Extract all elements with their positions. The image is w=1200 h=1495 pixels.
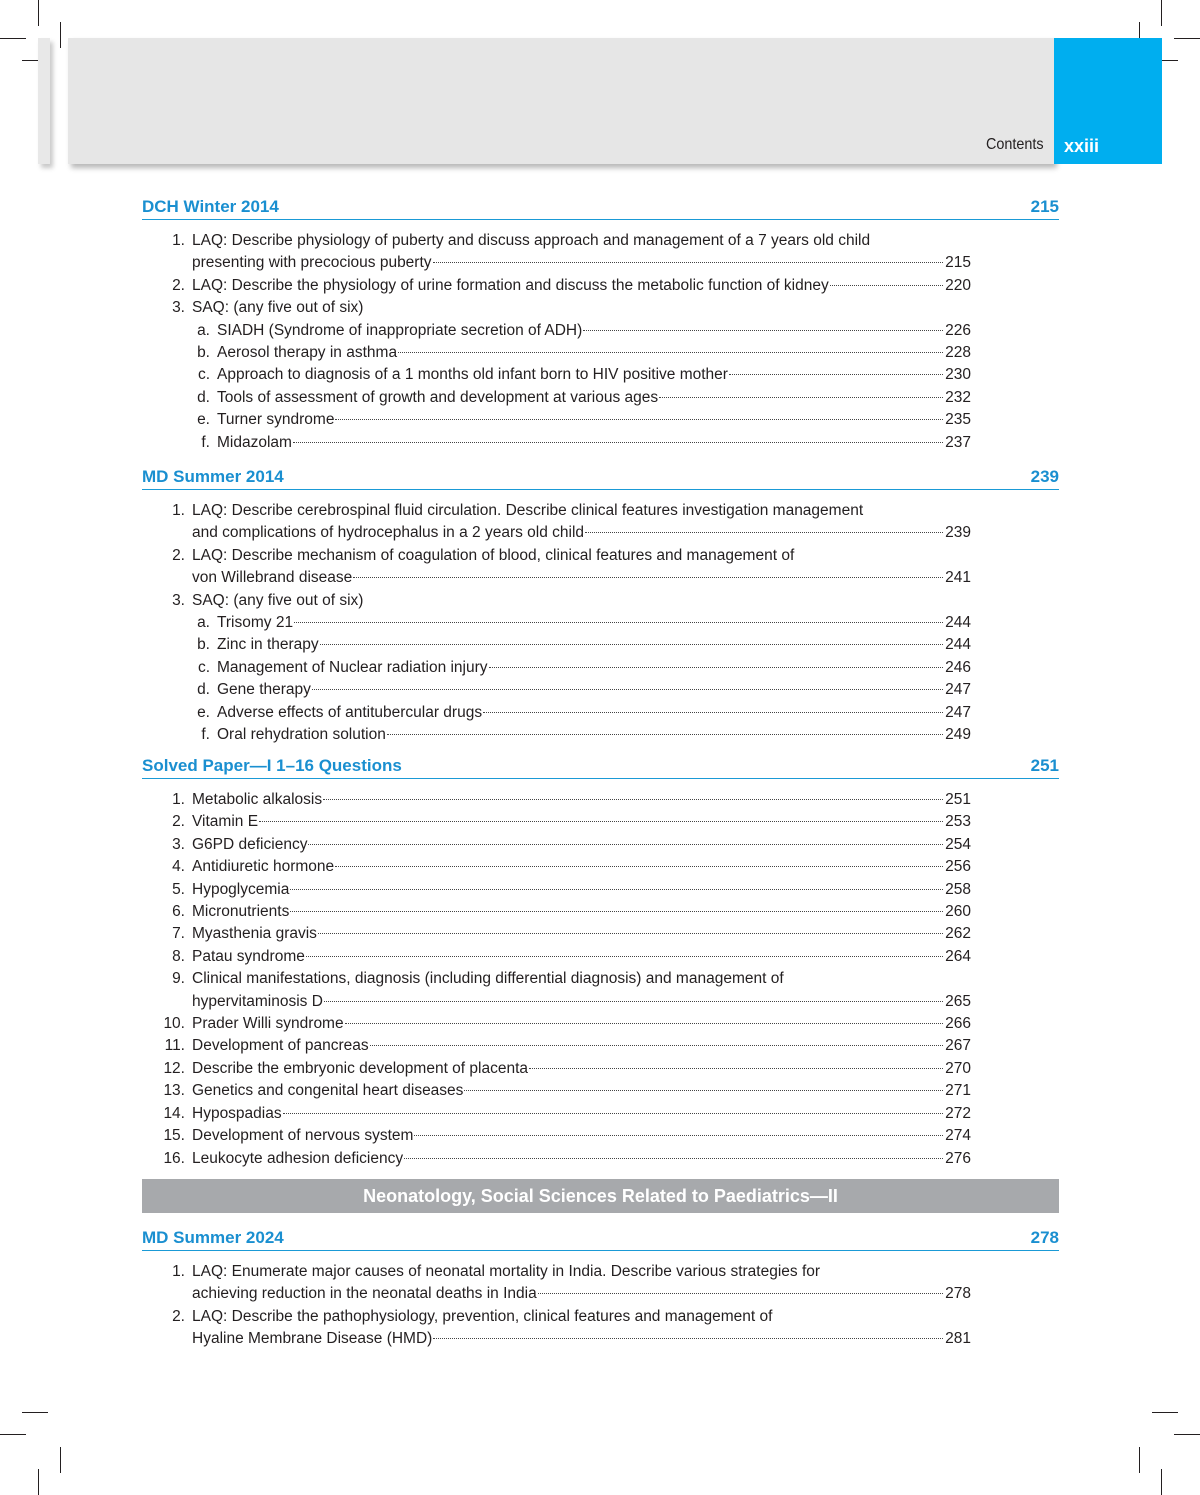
entry-text-line: Genetics and congenital heart diseases [192, 1082, 464, 1100]
entry-number: 14. [163, 1104, 185, 1122]
entry-number: 1. [172, 1263, 185, 1280]
leader-dots [414, 1135, 943, 1136]
entry-text-line: LAQ: Describe physiology of puberty and discuss approach and management of a 7 years old child [192, 232, 871, 249]
entry-text-line: hypervitaminosis D [192, 992, 323, 1010]
crop-mark [1174, 38, 1200, 39]
entry-text-line: achieving reduction in the neonatal deaths in India [192, 1285, 537, 1303]
entry-number: 2. [172, 813, 185, 831]
entry-page-number: 244 [945, 636, 971, 654]
entry-page-number: 272 [945, 1104, 971, 1122]
crop-mark [1161, 0, 1162, 26]
toc-entry[interactable] [142, 1306, 971, 1351]
entry-number: e. [197, 703, 210, 721]
crop-mark [60, 1447, 61, 1473]
leader-dots [387, 734, 943, 735]
entry-number: 11. [164, 1037, 185, 1055]
entry-number: 1. [172, 502, 185, 519]
leader-dots [308, 844, 943, 845]
entry-number: 4. [172, 858, 185, 876]
toc-entry[interactable] [142, 1125, 971, 1147]
leader-dots [259, 821, 943, 822]
entry-page-number: 267 [945, 1037, 971, 1055]
toc-entry[interactable] [142, 500, 971, 545]
toc-entry[interactable] [142, 590, 971, 612]
page-folio: xxiii [1064, 136, 1100, 156]
toc-entry[interactable] [142, 724, 971, 746]
contents-section [142, 754, 1059, 1170]
section-heading[interactable] [142, 754, 1059, 779]
entry-text-line: SAQ: (any five out of six) [192, 591, 364, 609]
header-left-strip [38, 38, 50, 164]
entry-page-number: 276 [945, 1149, 971, 1167]
section-heading[interactable] [142, 465, 1059, 490]
entry-page-number: 262 [945, 925, 971, 943]
leader-dots [489, 667, 943, 668]
leader-dots [529, 1068, 943, 1069]
entry-number: 2. [172, 1307, 185, 1325]
toc-entry[interactable] [142, 364, 971, 386]
entry-page-number: 215 [945, 254, 971, 272]
toc-entry[interactable] [142, 789, 971, 811]
toc-entry[interactable] [142, 432, 971, 454]
toc-entry[interactable] [142, 657, 971, 679]
entry-page-number: 265 [945, 992, 971, 1010]
entry-number: 8. [172, 947, 185, 965]
toc-entry[interactable] [142, 297, 971, 319]
section-title: Solved Paper—I 1–16 Questions [142, 756, 402, 775]
toc-entry[interactable] [142, 923, 971, 945]
toc-entry[interactable] [142, 1261, 971, 1306]
entry-text-line: Turner syndrome [217, 411, 335, 429]
entry-number: c. [197, 658, 210, 676]
entry-text-line: Tools of assessment of growth and development at various ages [217, 388, 659, 406]
contents-section [142, 465, 1059, 746]
entry-page-number: 246 [945, 658, 971, 676]
leader-dots [318, 933, 943, 934]
entry-page-number: 270 [945, 1059, 971, 1077]
entry-number: 15. [163, 1127, 185, 1145]
leader-dots [433, 262, 943, 263]
crop-mark [0, 38, 26, 39]
entry-text-line: Leukocyte adhesion deficiency [192, 1149, 404, 1167]
leader-dots [345, 1023, 943, 1024]
entry-page-number: 247 [945, 703, 971, 721]
leader-dots [729, 374, 943, 375]
toc-entry[interactable] [142, 811, 971, 833]
leader-dots [398, 352, 943, 353]
entry-page-number: 220 [945, 276, 971, 294]
entry-page-number: 256 [945, 858, 971, 876]
entry-page-number: 230 [945, 366, 971, 384]
entry-number: f. [201, 433, 210, 451]
toc-entry[interactable] [142, 1035, 971, 1057]
leader-dots [353, 577, 943, 578]
entry-text-line: Hypospadias [192, 1104, 282, 1122]
toc-entry[interactable] [142, 1013, 971, 1035]
leader-dots [483, 712, 943, 713]
entry-text-line: Gene therapy [217, 681, 311, 699]
toc-entry[interactable] [142, 612, 971, 634]
entry-number: c. [197, 366, 210, 384]
entry-page-number: 278 [945, 1285, 971, 1303]
entry-page-number: 264 [945, 947, 971, 965]
entry-text-line: Metabolic alkalosis [192, 791, 323, 808]
leader-dots [335, 866, 943, 867]
crop-mark [60, 22, 61, 48]
entry-number: 7. [172, 925, 185, 943]
toc-entry[interactable] [142, 409, 971, 431]
entry-text-line: Prader Willi syndrome [192, 1015, 344, 1033]
crop-mark [38, 1469, 39, 1495]
crop-mark [1174, 1434, 1200, 1435]
toc-entry[interactable] [142, 230, 971, 275]
entry-number: d. [197, 681, 210, 699]
section-page-number: 239 [1030, 467, 1059, 486]
entry-text-line: Vitamin E [192, 813, 259, 831]
entry-page-number: 260 [945, 903, 971, 921]
entry-page-number: 239 [945, 524, 971, 542]
entry-number: 2. [172, 546, 185, 564]
entry-text-line: and complications of hydrocephalus in a 2 years old child [192, 524, 585, 542]
crop-mark [22, 1412, 48, 1413]
entry-text-line: LAQ: Describe mechanism of coagulation of blood, clinical features and management of [192, 546, 795, 564]
leader-dots [404, 1158, 943, 1159]
entry-number: a. [197, 321, 210, 339]
entry-page-number: 258 [945, 880, 971, 898]
leader-dots [335, 419, 943, 420]
toc-entry[interactable] [142, 679, 971, 701]
entry-text-line: Hypoglycemia [192, 880, 290, 898]
entry-page-number: 251 [945, 791, 971, 808]
leader-dots [283, 1113, 943, 1114]
entry-text-line: LAQ: Describe cerebrospinal fluid circulation. Describe clinical features investigation management [192, 502, 864, 519]
entry-text-line: Patau syndrome [192, 947, 305, 965]
leader-dots [323, 799, 943, 800]
entry-number: 16. [163, 1149, 185, 1167]
entry-number: 3. [172, 835, 185, 853]
section-title: MD Summer 2014 [142, 467, 284, 486]
leader-dots [370, 1045, 943, 1046]
entry-text-line: LAQ: Describe the physiology of urine formation and discuss the metabolic function of kidney [192, 276, 829, 294]
toc-entry[interactable] [142, 320, 971, 342]
entry-text-line: Midazolam [217, 433, 292, 451]
entry-text-line: LAQ: Describe the pathophysiology, prevention, clinical features and management of [192, 1307, 773, 1325]
entry-number: b. [197, 636, 210, 654]
running-head: Contents [986, 136, 1044, 153]
entry-text-line: SIADH (Syndrome of inappropriate secretion of ADH) [217, 321, 583, 339]
toc-entry[interactable] [142, 946, 971, 968]
leader-dots [324, 1001, 943, 1002]
entry-text-line: Micronutrients [192, 903, 290, 921]
entry-text-line: von Willebrand disease [192, 569, 353, 587]
leader-dots [290, 889, 943, 890]
entry-text-line: Clinical manifestations, diagnosis (including differential diagnosis) and management of [192, 970, 784, 988]
entry-text-line: Myasthenia gravis [192, 925, 317, 943]
entry-page-number: 244 [945, 614, 971, 632]
entry-number: 5. [172, 880, 185, 898]
toc-entry[interactable] [142, 702, 971, 724]
entry-text-line: Antidiuretic hormone [192, 858, 335, 876]
toc-entry[interactable] [142, 1103, 971, 1125]
entry-text-line: Approach to diagnosis of a 1 months old infant born to HIV positive mother [217, 366, 728, 384]
entry-number: 12. [163, 1059, 185, 1077]
leader-dots [320, 644, 943, 645]
leader-dots [583, 330, 943, 331]
entry-number: 1. [172, 791, 185, 808]
header-band [68, 38, 1054, 164]
toc-entry[interactable] [142, 1080, 971, 1102]
entry-text-line: LAQ: Enumerate major causes of neonatal mortality in India. Describe various strategies for [192, 1263, 821, 1280]
section-title: MD Summer 2024 [142, 1228, 284, 1247]
entry-number: f. [201, 726, 210, 744]
section-page-number: 215 [1030, 197, 1059, 216]
entry-text-line: Development of nervous system [192, 1127, 414, 1145]
entry-text-line: Development of pancreas [192, 1037, 369, 1055]
toc-entry[interactable] [142, 968, 971, 1013]
toc-entry[interactable] [142, 342, 971, 364]
leader-dots [293, 442, 943, 443]
entry-text-line: Management of Nuclear radiation injury [217, 658, 488, 676]
leader-dots [312, 689, 943, 690]
entry-number: 2. [172, 276, 185, 294]
entry-page-number: 232 [945, 388, 971, 406]
section-page-number: 278 [1030, 1228, 1059, 1247]
entry-text-line: Adverse effects of antitubercular drugs [217, 703, 483, 721]
section-title: DCH Winter 2014 [142, 197, 279, 216]
entry-page-number: 235 [945, 411, 971, 429]
leader-dots [433, 1338, 943, 1339]
entry-page-number: 274 [945, 1127, 971, 1145]
toc-entry[interactable] [142, 856, 971, 878]
toc-entry[interactable] [142, 634, 971, 656]
entry-text-line: Hyaline Membrane Disease (HMD) [192, 1330, 433, 1348]
toc-entry[interactable] [142, 275, 971, 297]
leader-dots [659, 397, 943, 398]
entry-page-number: 254 [945, 835, 971, 853]
entry-number: 10. [163, 1015, 185, 1033]
leader-dots [290, 911, 943, 912]
toc-entry[interactable] [142, 901, 971, 923]
section-heading[interactable] [142, 195, 1059, 220]
entry-text-line: Aerosol therapy in asthma [217, 344, 398, 362]
section-page-number: 251 [1030, 756, 1059, 775]
crop-mark [0, 1434, 26, 1435]
entry-page-number: 281 [945, 1330, 971, 1348]
entry-text-line: SAQ: (any five out of six) [192, 299, 364, 317]
entry-number: b. [197, 344, 210, 362]
entry-number: 9. [172, 970, 185, 988]
leader-dots [830, 285, 943, 286]
leader-dots [585, 532, 943, 533]
crop-mark [1161, 1469, 1162, 1495]
contents-section [142, 1226, 1059, 1351]
entry-page-number: 228 [945, 344, 971, 362]
part-banner: Neonatology, Social Sciences Related to Paediatrics—II [142, 1179, 1059, 1213]
entry-number: 1. [172, 232, 185, 249]
entry-page-number: 241 [945, 569, 971, 587]
toc-entry[interactable] [142, 834, 971, 856]
crop-mark [1152, 1412, 1178, 1413]
section-heading[interactable] [142, 1226, 1059, 1251]
entry-number: 13. [163, 1082, 185, 1100]
entry-text-line: Zinc in therapy [217, 636, 319, 654]
entry-text-line: presenting with precocious puberty [192, 254, 432, 272]
entry-text-line: Trisomy 21 [217, 614, 294, 632]
entry-number: 3. [172, 591, 185, 609]
entry-number: a. [197, 614, 210, 632]
entry-text-line: Describe the embryonic development of placenta [192, 1059, 529, 1077]
toc-entry[interactable] [142, 387, 971, 409]
crop-mark [1139, 1447, 1140, 1473]
toc-entry[interactable] [142, 1058, 971, 1080]
leader-dots [464, 1090, 943, 1091]
entry-page-number: 226 [945, 321, 971, 339]
contents-section [142, 195, 1059, 454]
entry-number: e. [197, 411, 210, 429]
entry-page-number: 247 [945, 681, 971, 699]
entry-page-number: 249 [945, 726, 971, 744]
entry-text-line: Oral rehydration solution [217, 726, 386, 744]
entry-number: 3. [172, 299, 185, 317]
crop-mark [38, 0, 39, 26]
entry-page-number: 271 [945, 1082, 971, 1100]
entry-page-number: 253 [945, 813, 971, 831]
leader-dots [538, 1293, 943, 1294]
toc-entry[interactable] [142, 879, 971, 901]
entry-text-line: G6PD deficiency [192, 835, 308, 853]
entry-number: 6. [172, 903, 185, 921]
toc-entry[interactable] [142, 545, 971, 590]
leader-dots [306, 956, 943, 957]
entry-page-number: 237 [945, 433, 971, 451]
entry-number: d. [197, 388, 210, 406]
leader-dots [294, 622, 943, 623]
entry-page-number: 266 [945, 1015, 971, 1033]
toc-entry[interactable] [142, 1148, 971, 1170]
